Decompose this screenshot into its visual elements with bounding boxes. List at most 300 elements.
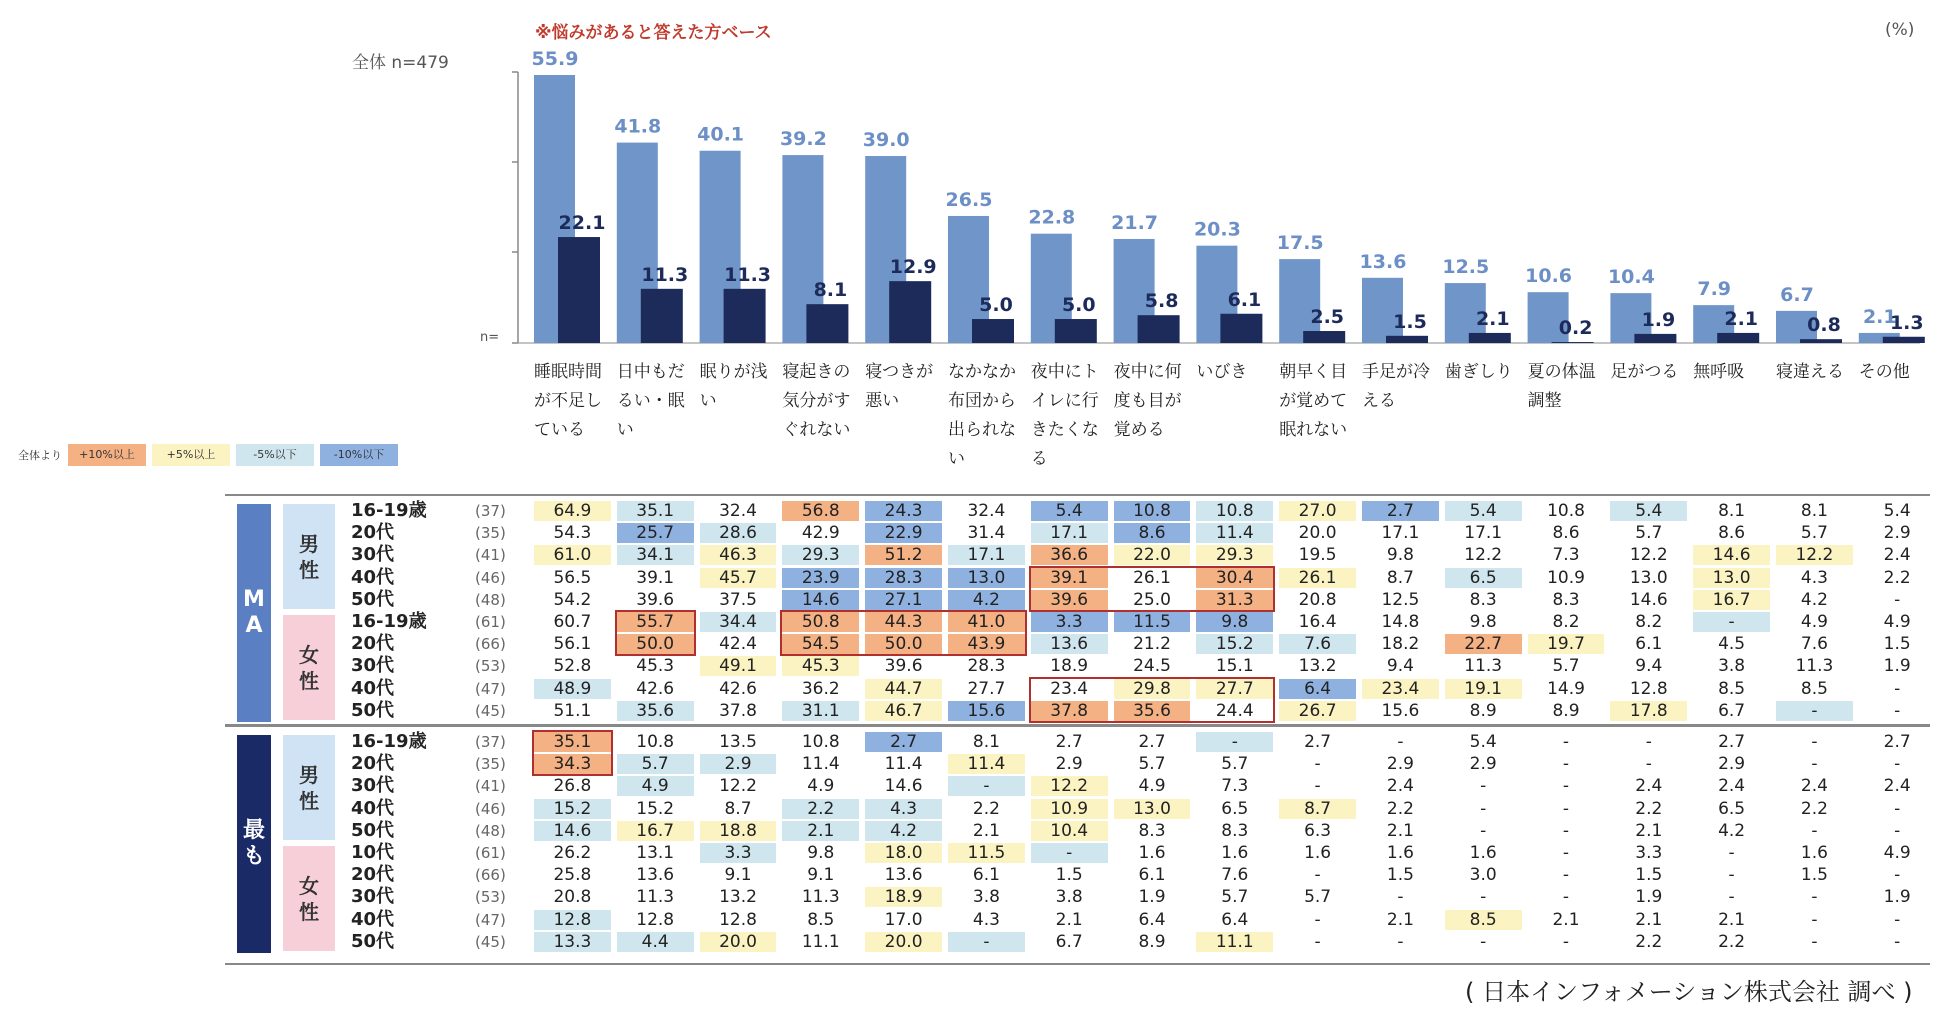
table-cell: 15.2 [1196, 634, 1273, 654]
table-cell: 19.7 [1528, 634, 1605, 654]
table-cell: 12.2 [719, 776, 757, 797]
crosstab-table [225, 500, 1930, 970]
table-cell: 12.5 [1381, 589, 1420, 610]
gender-label-female: 女 性 [283, 846, 335, 951]
table-cell: 2.2 [782, 799, 859, 819]
group-divider [225, 724, 1930, 727]
table-cell: - [1894, 909, 1901, 930]
table-cell: 3.0 [1469, 865, 1497, 886]
table-cell: 3.8 [1055, 887, 1083, 908]
category-label: 歯ぎしり [1444, 362, 1513, 382]
row-age-label: 30代 [351, 886, 395, 908]
table-cell: 14.9 [1547, 678, 1585, 699]
table-cell: 13.0 [1693, 568, 1770, 588]
table-cell: 45.3 [636, 656, 675, 677]
bar-all [1279, 259, 1320, 343]
table-cell: - [1894, 820, 1901, 841]
table-cell: 2.9 [1883, 523, 1911, 544]
table-cell: 5.4 [1610, 501, 1687, 521]
table-cell: 10.9 [1031, 799, 1108, 819]
table-cell: 15.2 [534, 799, 611, 819]
legend [18, 444, 404, 466]
table-cell: 23.9 [782, 568, 859, 588]
table-cell: 1.6 [1469, 843, 1497, 863]
table-cell: 35.6 [617, 701, 694, 721]
table-cell: 22.9 [865, 523, 942, 543]
category-label: 睡眠時間が不足している [534, 362, 602, 440]
table-cell: 2.4 [1718, 776, 1746, 797]
table-cell: 11.4 [884, 754, 923, 775]
table-cell: 29.8 [1114, 679, 1191, 699]
table-cell: 6.7 [1055, 931, 1083, 952]
table-cell: 34.4 [700, 612, 777, 632]
table-cell: 8.1 [1800, 501, 1828, 521]
bar-most [1055, 319, 1097, 343]
table-cell: 31.4 [967, 523, 1006, 544]
table-cell: 13.3 [534, 932, 611, 952]
table-cell: 31.1 [782, 701, 859, 721]
table-cell: 26.2 [553, 843, 592, 863]
table-cell: 56.5 [553, 567, 592, 588]
table-cell: 12.8 [636, 909, 675, 930]
table-cell: 54.3 [553, 523, 592, 544]
label-most: 5.0 [979, 294, 1013, 317]
table-cell: 2.9 [1055, 754, 1083, 775]
bar-most [1552, 342, 1594, 343]
table-cell: 3.3 [1031, 612, 1108, 632]
row-n-label: (45) [475, 701, 506, 720]
table-cell: 25.7 [617, 523, 694, 543]
table-cell: - [1314, 754, 1321, 775]
table-cell: - [1397, 931, 1404, 952]
table-cell: - [1397, 732, 1404, 752]
table-cell: 5.7 [1635, 523, 1663, 544]
table-cell: 8.6 [1114, 523, 1191, 543]
category-label: 夜中にトイレに行きたくなる [1030, 362, 1099, 469]
table-cell: 6.7 [1718, 700, 1746, 721]
table-cell: 1.5 [1635, 865, 1663, 886]
table-cell: 9.1 [807, 865, 835, 886]
table-cell: 9.4 [1386, 656, 1414, 677]
table-cell: 1.6 [1800, 843, 1828, 863]
table-cell: - [1728, 887, 1735, 908]
table-cell: 13.6 [884, 865, 923, 886]
table-cell: 3.8 [972, 887, 1000, 908]
table-cell: 10.8 [801, 732, 840, 752]
table-cell: - [1894, 754, 1901, 775]
row-n-label: (61) [475, 613, 506, 631]
table-cell: 1.5 [1055, 865, 1083, 886]
table-cell: 37.5 [719, 589, 757, 610]
table-cell: 21.2 [1133, 634, 1171, 655]
table-cell: - [1562, 798, 1570, 819]
bar-most [1800, 339, 1842, 343]
table-cell: - [1480, 776, 1487, 797]
table-cell: 5.7 [1138, 754, 1166, 775]
table-cell: 35.6 [1114, 701, 1191, 721]
table-cell: 7.3 [1552, 545, 1580, 566]
table-cell: 5.7 [1221, 887, 1249, 908]
row-age-label: 20代 [351, 522, 395, 544]
table-cell: 5.7 [1221, 754, 1249, 775]
bar-most [558, 237, 600, 343]
table-cell: 8.6 [1552, 523, 1580, 544]
table-cell: 13.6 [1031, 634, 1108, 654]
row-n-label: (53) [475, 657, 506, 676]
table-cell: 4.3 [1800, 567, 1828, 588]
table-cell: 2.1 [1386, 909, 1414, 930]
table-cell: 51.2 [865, 545, 942, 565]
table-cell: 32.4 [967, 501, 1006, 521]
row-age-label: 50代 [351, 930, 395, 952]
row-n-label: (35) [475, 755, 506, 774]
table-cell: 4.3 [865, 799, 942, 819]
table-cell: 2.1 [1055, 909, 1083, 930]
label-most: 2.5 [1310, 306, 1345, 329]
bar-most [806, 304, 848, 343]
bar-chart [0, 0, 1950, 360]
table-cell: 14.6 [534, 821, 611, 841]
table-cell: 42.4 [719, 634, 757, 655]
table-cell: 2.7 [865, 732, 942, 752]
table-cell: - [1894, 798, 1901, 819]
table-cell: 2.2 [1635, 798, 1663, 819]
table-cell: 2.9 [1386, 754, 1414, 775]
table-cell: 8.7 [1279, 799, 1356, 819]
table-cell: - [948, 776, 1025, 796]
table-cell: 25.8 [553, 865, 592, 886]
bar-most [1303, 331, 1345, 343]
table-cell: 9.1 [724, 865, 752, 886]
table-cell: - [1562, 865, 1570, 886]
table-cell: 17.1 [1031, 523, 1108, 543]
table-cell: 26.1 [1279, 568, 1356, 588]
category-label: 寝起きの気分がすぐれない [782, 362, 851, 440]
label-most: 2.1 [1475, 307, 1510, 330]
table-cell: 1.9 [1138, 887, 1166, 908]
table-cell: 18.8 [700, 821, 777, 841]
table-cell: 56.1 [553, 634, 592, 655]
table-cell: 2.2 [1386, 798, 1414, 819]
row-age-label: 16-19歳 [351, 611, 427, 632]
row-age-label: 10代 [351, 842, 395, 863]
label-most: 6.1 [1227, 288, 1262, 311]
table-cell: 52.8 [553, 656, 592, 677]
table-cell: 50.0 [865, 634, 942, 654]
table-cell: - [1728, 865, 1735, 886]
table-cell: 11.5 [1114, 612, 1191, 632]
table-cell: 36.6 [1031, 545, 1108, 565]
table-cell: 50.0 [617, 634, 694, 654]
table-cell: - [1562, 843, 1570, 863]
table-cell: 26.7 [1279, 701, 1356, 721]
table-cell: 23.4 [1362, 679, 1439, 699]
table-cell: - [1811, 931, 1818, 952]
table-cell: 14.6 [884, 776, 923, 797]
table-cell: 16.4 [1298, 612, 1337, 632]
table-cell: 19.1 [1445, 679, 1522, 699]
table-cell: 13.5 [719, 732, 757, 752]
row-n-label: (48) [475, 590, 506, 609]
table-cell: 18.0 [865, 843, 942, 863]
table-cell: 27.1 [865, 590, 942, 610]
table-cell: 4.9 [807, 776, 835, 797]
table-cell: 17.1 [948, 545, 1025, 565]
row-age-label: 20代 [351, 633, 395, 655]
table-cell: 29.3 [1196, 545, 1273, 565]
table-cell: 17.0 [884, 909, 923, 930]
table-cell: 23.4 [1050, 678, 1089, 699]
table-cell: 45.3 [782, 656, 859, 676]
table-cell: 8.2 [1635, 612, 1663, 632]
table-cell: 2.7 [1362, 501, 1439, 521]
label-most: 1.5 [1393, 310, 1427, 333]
gender-label-male: 男 性 [283, 504, 335, 609]
table-cell: 13.2 [1298, 656, 1337, 677]
table-cell: 8.9 [1552, 700, 1580, 721]
table-cell: 16.7 [617, 821, 694, 841]
label-all: 22.8 [1028, 206, 1076, 229]
table-cell: 4.2 [1718, 820, 1746, 841]
table-cell: 2.4 [1883, 776, 1911, 797]
table-cell: 42.9 [801, 523, 840, 544]
bar-most [641, 289, 683, 343]
table-cell: 5.4 [1445, 501, 1522, 521]
row-n-label: (45) [475, 932, 506, 951]
table-cell: 12.8 [719, 909, 757, 930]
table-cell: 19.5 [1298, 545, 1337, 566]
table-cell: 6.4 [1221, 909, 1249, 930]
table-cell: 15.2 [636, 798, 675, 819]
table-cell: - [1562, 887, 1570, 908]
table-cell: 12.2 [1776, 545, 1853, 565]
table-cell: 10.8 [1547, 501, 1585, 521]
row-age-label: 20代 [351, 753, 395, 775]
table-cell: 29.3 [782, 545, 859, 565]
table-cell: 11.4 [1196, 523, 1273, 543]
table-cell: 9.8 [1196, 612, 1273, 632]
table-cell: 2.9 [1469, 754, 1497, 775]
table-cell: 6.5 [1445, 568, 1522, 588]
table-cell: - [1562, 754, 1570, 775]
table-cell: 48.9 [534, 679, 611, 699]
table-cell: 39.6 [1031, 590, 1108, 610]
n-axis-label: n= [480, 330, 500, 345]
table-cell: 4.2 [948, 590, 1025, 610]
table-cell: 6.4 [1279, 679, 1356, 699]
table-cell: 22.7 [1445, 634, 1522, 654]
label-all: 26.5 [945, 188, 993, 211]
table-cell: 3.3 [700, 843, 777, 863]
table-cell: 34.3 [534, 754, 611, 774]
table-cell: 39.6 [884, 656, 923, 677]
table-cell: 14.6 [1629, 589, 1668, 610]
table-cell: - [1693, 612, 1770, 632]
table-cell: 5.7 [1552, 656, 1580, 677]
label-all: 13.6 [1359, 250, 1407, 273]
table-cell: 13.0 [948, 568, 1025, 588]
row-age-label: 50代 [351, 699, 395, 721]
table-cell: 28.3 [865, 568, 942, 588]
table-cell: - [1562, 820, 1570, 841]
table-cell: - [1776, 701, 1853, 721]
table-cell: 8.5 [1718, 678, 1746, 699]
table-cell: 6.4 [1138, 909, 1166, 930]
table-cell: 46.3 [700, 545, 777, 565]
unit-label: (%) [1885, 20, 1915, 40]
row-n-label: (41) [475, 777, 506, 796]
table-cell: 20.0 [865, 932, 942, 952]
table-cell: 8.3 [1552, 589, 1580, 610]
table-cell: - [1314, 865, 1321, 886]
table-cell: 11.1 [1196, 932, 1273, 952]
row-n-label: (37) [475, 502, 506, 520]
category-label: その他 [1858, 362, 1910, 382]
table-cell: 2.2 [1635, 931, 1663, 952]
row-n-label: (53) [475, 888, 506, 907]
table-cell: 2.2 [1800, 798, 1828, 819]
label-most: 5.8 [1144, 290, 1179, 313]
category-label: 朝早く目が覚めて眠れない [1279, 362, 1348, 440]
table-cell: 9.8 [1469, 612, 1497, 632]
table-cell: 17.8 [1610, 701, 1687, 721]
bar-most [724, 289, 766, 343]
bar-most [1717, 333, 1759, 343]
category-label: 寝つきが悪い [865, 362, 934, 411]
table-cell: 26.8 [553, 776, 592, 797]
table-cell: 8.5 [1800, 678, 1828, 699]
table-cell: - [1480, 931, 1487, 952]
row-age-label: 50代 [351, 819, 395, 841]
bar-most [1220, 314, 1262, 343]
table-cell: 8.5 [807, 909, 835, 930]
label-all: 41.8 [614, 115, 662, 138]
table-cell: 1.9 [1883, 656, 1911, 677]
table-cell: 54.2 [553, 589, 592, 610]
table-cell: 39.6 [636, 589, 675, 610]
table-cell: 35.1 [534, 732, 611, 752]
highlight-box [1029, 677, 1275, 723]
category-label: 無呼吸 [1693, 362, 1745, 382]
bar-most [972, 319, 1014, 343]
row-n-label: (47) [475, 679, 506, 698]
table-cell: 27.7 [1196, 679, 1273, 699]
row-n-label: (41) [475, 546, 506, 565]
table-cell: - [1811, 909, 1818, 930]
table-cell: 2.1 [1635, 909, 1663, 930]
table-cell: 9.4 [1635, 656, 1663, 677]
table-cell: - [1811, 732, 1818, 752]
table-cell: 37.8 [1031, 701, 1108, 721]
label-most: 2.1 [1724, 307, 1759, 330]
category-label: 眠りが浅い [699, 362, 768, 411]
table-cell: 2.1 [782, 821, 859, 841]
table-cell: 2.2 [1883, 567, 1911, 588]
table-cell: 18.9 [865, 887, 942, 907]
table-cell: 10.4 [1031, 821, 1108, 841]
label-most: 1.9 [1641, 308, 1676, 331]
table-cell: 8.6 [1718, 523, 1746, 544]
table-cell: 3.3 [1635, 843, 1663, 863]
label-most: 5.0 [1061, 294, 1096, 317]
table-cell: - [1894, 678, 1901, 699]
category-label: 夏の体温調整 [1527, 362, 1596, 411]
row-age-label: 16-19歳 [351, 500, 427, 521]
category-label: なかなか布団から出られない [948, 362, 1016, 469]
table-cell: - [1480, 820, 1487, 841]
category-label: 足がつる [1610, 362, 1679, 382]
row-age-label: 40代 [351, 566, 395, 588]
table-cell: 10.8 [1196, 501, 1273, 521]
table-cell: 5.7 [1800, 523, 1828, 544]
row-age-label: 20代 [351, 864, 395, 886]
table-cell: 11.1 [801, 931, 840, 952]
table-cell: 20.8 [553, 887, 592, 908]
row-n-label: (47) [475, 910, 506, 929]
table-cell: 10.9 [1547, 567, 1585, 588]
table-cell: 1.5 [1883, 634, 1911, 655]
table-cell: 4.3 [972, 909, 1000, 930]
legend-item: -5%以下 [236, 444, 314, 466]
table-cell: 1.6 [1386, 843, 1414, 863]
table-cell: 1.5 [1800, 865, 1828, 886]
category-label: いびき [1196, 362, 1248, 382]
bar-most [1634, 334, 1676, 343]
table-cell: - [1645, 732, 1652, 752]
legend-item: +10%以上 [68, 444, 146, 466]
table-cell: 24.4 [1215, 700, 1254, 721]
table-cell: - [1480, 887, 1487, 908]
table-cell: - [1314, 909, 1321, 930]
table-cell: 8.7 [724, 798, 752, 819]
category-label: 日中もだるい・眠い [616, 362, 685, 440]
table-cell: 49.1 [700, 656, 777, 676]
table-cell: 56.8 [782, 501, 859, 521]
table-cell: 45.7 [700, 568, 777, 588]
table-cell: - [1196, 732, 1273, 752]
row-age-label: 30代 [351, 544, 395, 566]
table-cell: 6.5 [1718, 798, 1746, 819]
table-cell: - [1562, 732, 1570, 752]
table-cell: - [948, 932, 1025, 952]
table-cell: 2.7 [1883, 732, 1911, 752]
table-cell: 2.4 [1800, 776, 1828, 797]
table-cell: 50.8 [782, 612, 859, 632]
table-cell: 54.5 [782, 634, 859, 654]
table-cell: 20.0 [700, 932, 777, 952]
table-cell: 5.4 [1031, 501, 1108, 521]
row-n-label: (61) [475, 844, 506, 862]
table-cell: 64.9 [534, 501, 611, 521]
base-note: ※悩みがあると答えた方ベース [535, 23, 772, 43]
table-bottom-rule [225, 963, 1930, 965]
table-cell: 28.3 [967, 656, 1006, 677]
table-cell: 8.1 [972, 732, 1000, 752]
table-cell: 7.6 [1279, 634, 1356, 654]
table-cell: 17.1 [1464, 523, 1503, 544]
table-cell: 15.6 [1381, 700, 1420, 721]
label-all: 39.2 [779, 128, 827, 151]
row-n-label: (46) [475, 568, 506, 587]
label-most: 11.3 [641, 263, 689, 286]
row-n-label: (46) [475, 799, 506, 818]
table-cell: 8.3 [1469, 589, 1497, 610]
table-cell: 8.9 [1138, 931, 1166, 952]
label-all: 21.7 [1111, 211, 1159, 234]
table-cell: 7.6 [1221, 865, 1249, 886]
row-age-label: 40代 [351, 797, 395, 819]
table-cell: 41.0 [948, 612, 1025, 632]
